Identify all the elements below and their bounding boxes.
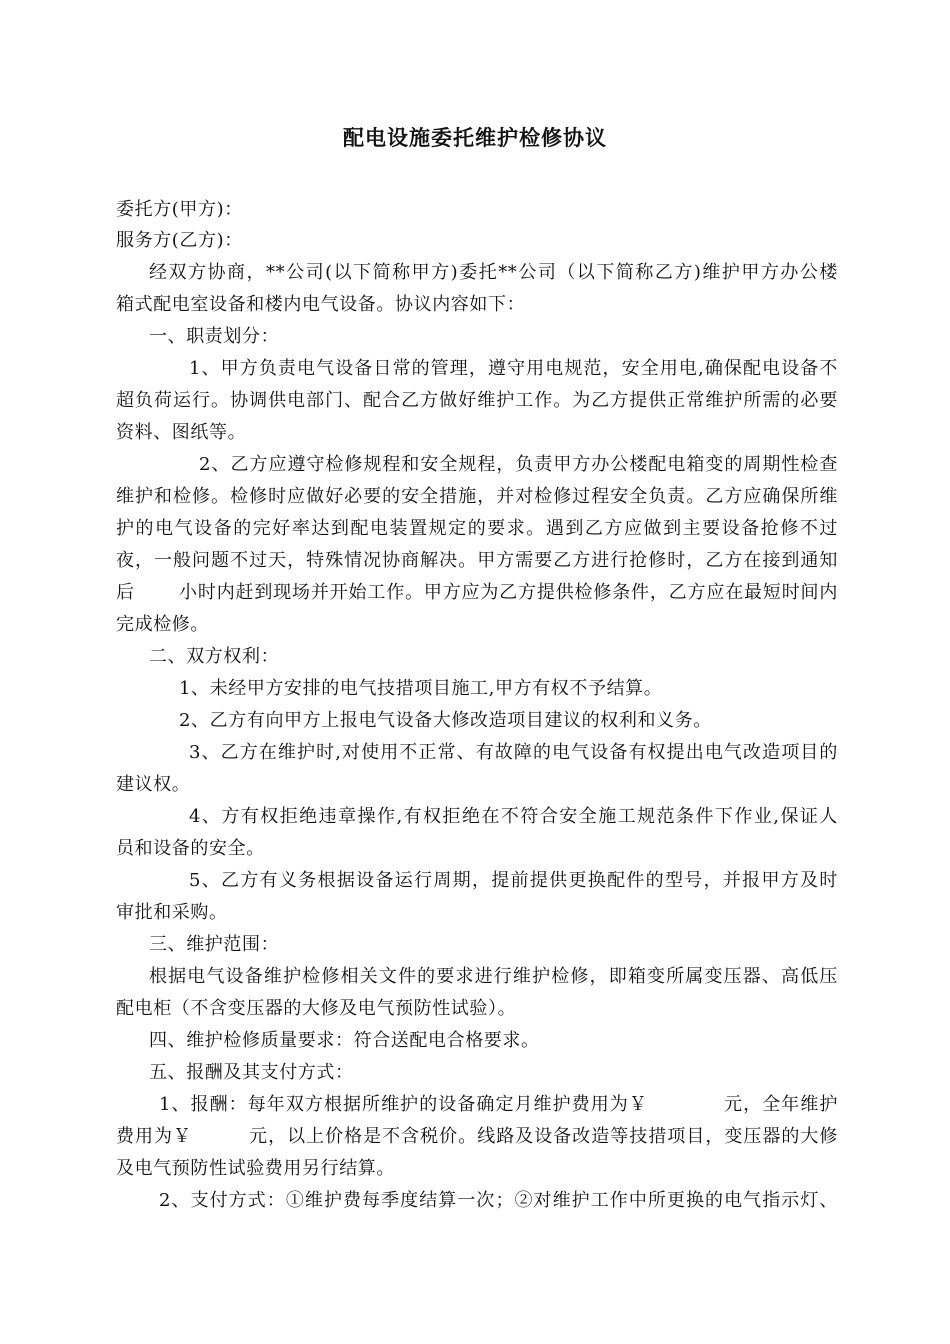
paragraph-line: 经双方协商，**公司(以下简称甲方)委托**公司（以下简称乙方)维护甲方办公楼 [149,262,838,283]
paragraph-line: 护的电气设备的完好率达到配电装置规定的要求。遇到乙方应做到主要设备抢修不过 [116,518,838,539]
paragraph-line: 2、乙方有向甲方上报电气设备大修改造项目建议的权利和义务。 [179,710,712,731]
paragraph-line: 根据电气设备维护检修相关文件的要求进行维护检修，即箱变所属变压器、高低压 [149,966,838,987]
paragraph-line: 建议权。 [116,774,191,795]
paragraph-line: 资料、图纸等。 [116,422,247,443]
paragraph-line: 配电柜（不含变压器的大修及电气预防性试验）。 [116,998,517,1019]
paragraph-line: 审批和采购。 [116,902,228,923]
paragraph-line: 3、乙方在维护时,对使用不正常、有故障的电气设备有权提出电气改造项目的 [189,742,838,763]
paragraph-line: 完成检修。 [116,614,209,635]
paragraph-line: 服务方(乙方)： [116,230,243,251]
paragraph-line: 箱式配电室设备和楼内电气设备。协议内容如下： [116,294,526,315]
paragraph-line: 超负荷运行。协调供电部门、配合乙方做好维护工作。为乙方提供正常维护所需的必要 [116,390,838,411]
paragraph-line: 员和设备的安全。 [116,838,265,859]
paragraph-line: 夜，一般问题不过天，特殊情况协商解决。甲方需要乙方进行抢修时，乙方在接到通知 [116,550,838,571]
paragraph-line: 2、支付方式：①维护费每季度结算一次；②对维护工作中所更换的电气指示灯、 [159,1190,838,1211]
paragraph-line: 后 小时内赶到现场并开始工作。甲方应为乙方提供检修条件，乙方应在最短时间内 [116,582,838,603]
paragraph-line: 二、双方权利： [149,646,280,667]
paragraph-line: 委托方(甲方)： [116,199,243,220]
paragraph-line: 及电气预防性试验费用另行结算。 [116,1158,395,1179]
paragraph-line: 一、职责划分： [149,326,280,347]
paragraph-line: 4、方有权拒绝违章操作,有权拒绝在不符合安全施工规范条件下作业,保证人 [189,806,838,827]
paragraph-line: 四、维护检修质量要求：符合送配电合格要求。 [149,1030,540,1051]
paragraph-line: 五、报酬及其支付方式： [149,1062,354,1083]
paragraph-line: 三、维护范围： [149,934,280,955]
paragraph-line: 费用为￥ 元，以上价格是不含税价。线路及设备改造等技措项目，变压器的大修 [116,1126,838,1147]
paragraph-line: 1、甲方负责电气设备日常的管理，遵守用电规范，安全用电,确保配电设备不 [189,358,838,379]
paragraph-line: 2、乙方应遵守检修规程和安全规程，负责甲方办公楼配电箱变的周期性检查 [199,454,838,475]
paragraph-line: 1、未经甲方安排的电气技措项目施工,甲方有权不予结算。 [179,678,663,699]
paragraph-line: 1、报酬：每年双方根据所维护的设备确定月维护费用为￥ 元，全年维护 [159,1094,838,1115]
document-title: 配电设施委托维护检修协议 [343,125,607,150]
paragraph-line: 5、乙方有义务根据设备运行周期，提前提供更换配件的型号，并报甲方及时 [189,870,838,891]
paragraph-line: 维护和检修。检修时应做好必要的安全措施，并对检修过程安全负责。乙方应确保所维 [116,486,838,507]
